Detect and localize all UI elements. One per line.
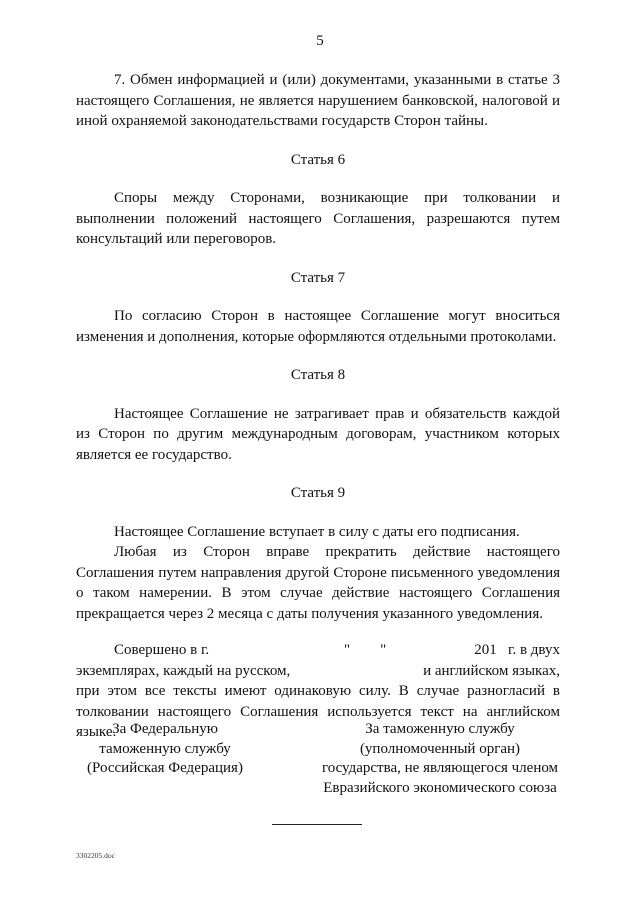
done-year: 201 г. в двух <box>474 642 560 658</box>
article-6-text: Споры между Сторонами, возникающие при толковании и выполнении положений настоящего Соглашения, разрешаются путем консультаций или переговоров. <box>76 190 560 247</box>
signature-left-line-3: (Российская Федерация) <box>87 760 243 776</box>
article-9-text-1: Настоящее Соглашение вступает в силу с даты его подписания. <box>114 523 520 540</box>
signature-right-line-2: (уполномоченный орган) <box>359 740 521 757</box>
paragraph-item-7: 7. Обмен информацией и (или) документами, указанными в статье 3 настоящего Соглашения, не является нарушением банковской, налоговой и иной охраняемой законодательствами государств Сторон тайны. <box>76 72 560 129</box>
done-rest: при этом все тексты имеют одинаковую силу. В случае разногласий в толковании настоящего Соглашения используется текст на английском языке. <box>76 683 560 740</box>
document-code: 3302205.doc <box>76 851 115 860</box>
signature-right-line-1: За таможенную службу <box>365 721 515 737</box>
done-in-city: Совершено в г. <box>114 642 210 658</box>
article-6-heading: Статья 6 <box>290 151 346 168</box>
done-line-2 <box>76 661 560 682</box>
signature-left-line-2: таможенную службу <box>99 740 231 757</box>
article-8-text: Настоящее Соглашение не затрагивает прав и обязательств каждой из Сторон по другим международным договорам, участником которых является ее государство. <box>76 405 560 463</box>
done-line-1 <box>76 640 560 661</box>
article-9-heading: Статья 9 <box>290 485 346 501</box>
page-number: 5 <box>316 33 324 49</box>
done-date-quotes: " " <box>344 642 387 658</box>
done-languages: и английском языках, <box>423 662 560 679</box>
article-9-text-2: Любая из Сторон вправе прекратить действие настоящего Соглашения путем направления другой Стороне письменного уведомления о таком намерении. В этом случае действие настоящего Соглашения прекращается через 2 месяца с даты получения указанного уведомления. <box>76 544 560 622</box>
signature-right-line-4: Евразийского экономического союза <box>323 779 557 796</box>
signature-right <box>300 720 580 798</box>
separator-line <box>272 824 362 825</box>
signature-left <box>60 720 270 779</box>
signature-right-line-3: государства, не являющегося членом <box>321 760 559 776</box>
signature-left-line-1: За Федеральную <box>112 721 218 737</box>
article-7-text: По согласию Сторон в настоящее Соглашение могут вноситься изменения и дополнения, которые оформляются отдельными протоколами. <box>76 308 560 345</box>
done-copies: экземплярах, каждый на русском, <box>76 662 291 679</box>
document-body <box>76 70 560 743</box>
article-8-heading: Статья 8 <box>290 367 346 383</box>
article-7-heading: Статья 7 <box>290 269 346 286</box>
